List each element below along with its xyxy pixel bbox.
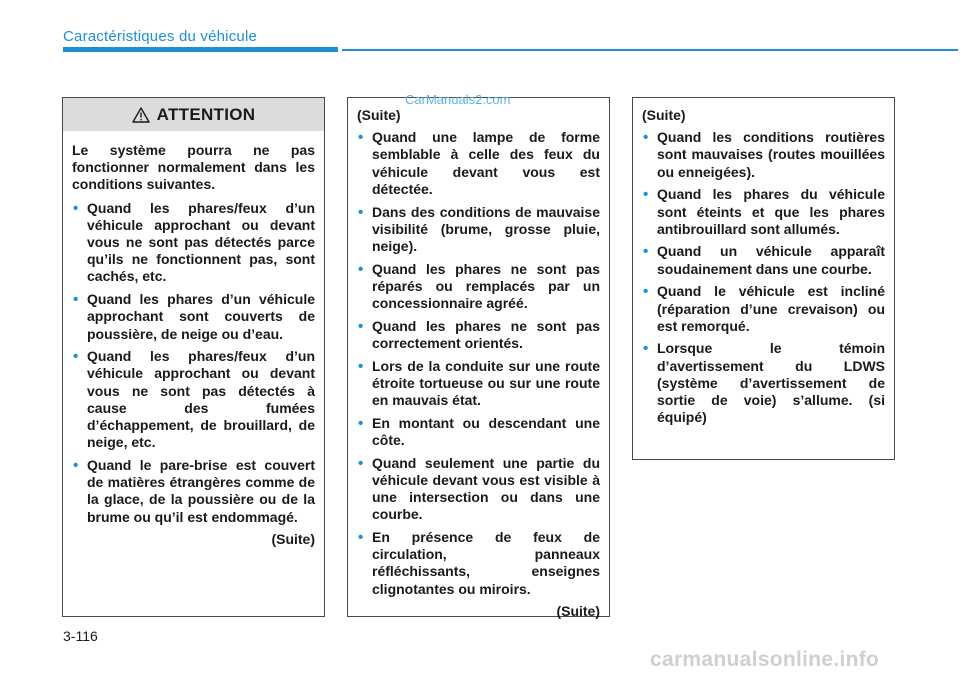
list-item: • Quand le pare-brise est couvert de matières étrangères comme de la glace, de la poussière ou de la brume ou qu’il est endommagé. xyxy=(72,457,315,526)
list-item: • Lorsque le témoin d’avertissement du LDWS (système d’avertissement de sortie de voie) s’allume. (si équipé) xyxy=(642,340,885,426)
continued-body-2 xyxy=(348,98,609,620)
list-item: • Quand les phares/feux d’un véhicule approchant ou devant vous ne sont pas détectés à cause des fumées d’échappement, de brouillard, de neige, etc. xyxy=(72,348,315,451)
watermark-top: CarManuals2.com xyxy=(405,92,511,107)
condition-list xyxy=(642,129,885,426)
continued-label: (Suite) xyxy=(271,531,315,548)
continued-body-3 xyxy=(633,98,894,426)
list-item: • Dans des conditions de mauvaise visibilité (brume, grosse pluie, neige). xyxy=(357,204,600,256)
attention-title: ATTENTION xyxy=(156,104,256,124)
continued-start-label: (Suite) xyxy=(357,107,401,123)
warning-triangle-icon xyxy=(132,107,150,123)
continued-label: (Suite) xyxy=(556,603,600,620)
list-item: • Quand les phares du véhicule sont éteints et que les phares antibrouillard sont allumés. xyxy=(642,186,885,238)
list-item: • Quand les phares ne sont pas réparés ou remplacés par un concessionnaire agréé. xyxy=(357,261,600,313)
continued-box-2 xyxy=(347,97,610,620)
continued-box-3 xyxy=(632,97,895,460)
header-rule-thin xyxy=(342,49,958,51)
attention-body xyxy=(63,131,324,548)
list-item: • En montant ou descendant une côte. xyxy=(357,415,600,449)
list-item: • Quand un véhicule apparaît soudainement dans une courbe. xyxy=(642,243,885,277)
list-item: • Lors de la conduite sur une route étroite tortueuse ou sur une route en mauvais état. xyxy=(357,358,600,410)
continued-start-label: (Suite) xyxy=(642,107,686,123)
intro-text: Le système pourra ne pas fonctionner normalement dans les conditions suivantes. xyxy=(72,142,315,193)
list-item: • Quand les phares d’un véhicule approchant sont couverts de poussière, de neige ou d’eau. xyxy=(72,291,315,343)
condition-list xyxy=(357,129,600,598)
list-item: • Quand les phares ne sont pas correctement orientés. xyxy=(357,318,600,352)
condition-list xyxy=(72,200,315,526)
attention-box xyxy=(62,97,325,617)
section-title: Caractéristiques du véhicule xyxy=(63,28,258,45)
page-number: 3-116 xyxy=(63,628,98,644)
list-item: • En présence de feux de circulation, panneaux réfléchissants, enseignes clignotantes ou miroirs. xyxy=(357,529,600,598)
attention-header xyxy=(63,98,324,131)
list-item: • Quand le véhicule est incliné (réparation d’une crevaison) ou est remorqué. xyxy=(642,283,885,335)
header-rule-thick xyxy=(63,47,338,52)
list-item: • Quand les phares/feux d’un véhicule approchant ou devant vous ne sont pas détectés parce qu’ils ne fonctionnent pas, sont cachés, etc. xyxy=(72,200,315,286)
list-item: • Quand les conditions routières sont mauvaises (routes mouillées ou enneigées). xyxy=(642,129,885,181)
list-item: • Quand seulement une partie du véhicule devant vous est visible à une intersection ou dans une courbe. xyxy=(357,455,600,524)
list-item: • Quand une lampe de forme semblable à celle des feux du véhicule devant vous est détectée. xyxy=(357,129,600,198)
watermark-bottom: carmanualsonline.info xyxy=(650,648,880,671)
